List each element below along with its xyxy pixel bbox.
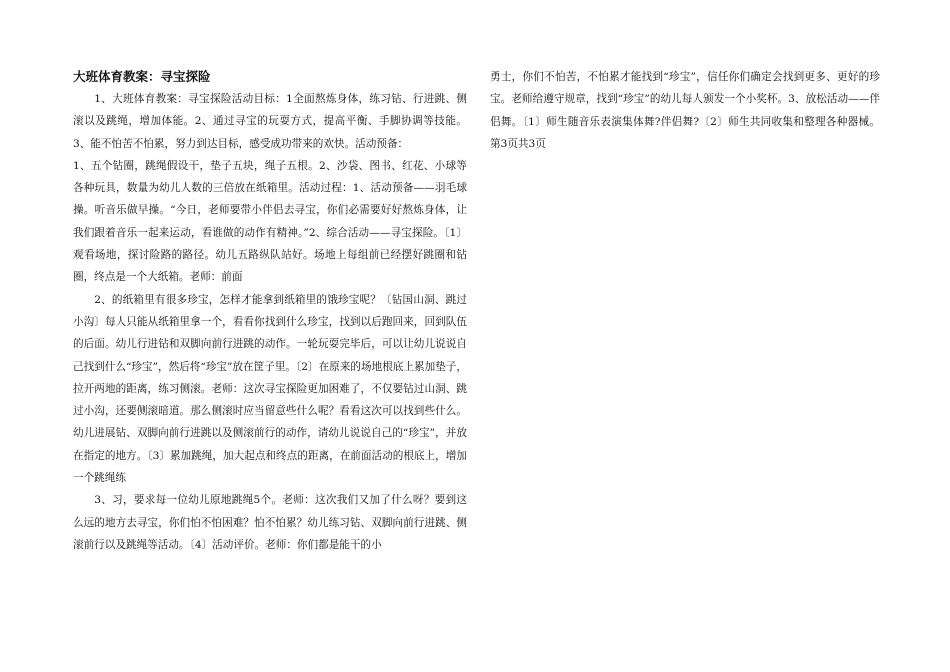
paragraph: 1、五个钻圈，跳绳假设干，垫子五块，绳子五根。2、沙袋、图书、红花、小球等各种玩具，数量为幼儿人数的三倍放在纸箱里。活动过程：1、活动预备——羽毛球操。听音乐做早操。“今日，老师要带小伴侣去寻宝，你们必需要好好熬炼身体，让我们跟着音乐一起来运动，看谁做的动作有精神。”2、综合活动——寻宝探险。〔1〕观看场地，探讨险路的路径。幼儿五路纵队站好。场地上每组前已经摆好跳圈和钻圈，终点是一个大纸箱。老师：前面 [73, 159, 467, 284]
paragraph: 1、大班体育教案：寻宝探险活动目标：1全面熬炼身体，练习钻、行进跳、侧滚以及跳绳，增加体能。2、通过寻宝的玩耍方式，提高平衡、手脚协调等技能。3、能不怕苦不怕累，努力到达目标，感受成功带来的欢快。活动预备： [73, 93, 467, 150]
paragraph: 2、的纸箱里有很多珍宝，怎样才能拿到纸箱里的饿珍宝呢？〔钻国山洞、跳过小沟〕每人只能从纸箱里拿一个，看看你找到什么珍宝，找到以后跑回来，回到队伍的后面。幼儿行进钻和双脚向前行进跳的动作。一轮玩耍完毕后，可以让幼儿说说自己找到什么“珍宝”，然后将“珍宝”放在筐子里。〔2〕在原来的场地根底上累加垫子，拉开两地的距离，练习侧滚。老师：这次寻宝探险更加困难了，不仅要钻过山洞、跳过小沟，还要侧滚暗道。那么侧滚时应当留意些什么呢？看看这次可以找到些什么。幼儿进展钻、双脚向前行进跳以及侧滚前行的动作，请幼儿说说自己的“珍宝”，并放在指定的地方。〔3〕累加跳绳，加大起点和终点的距离，在前面活动的根底上，增加一个跳绳练 [73, 293, 467, 485]
paragraph: 勇士，你们不怕苦，不怕累才能找到“珍宝”，信任你们确定会找到更多、更好的珍宝。老师给遵守规章，找到“珍宝”的幼儿每人颁发一个小奖杯。3、放松活动——伴侣舞。〔1〕师生随音乐表演集体舞?伴侣舞?〔2〕师生共同收集和整理各种器械。第3页共3页 [490, 71, 880, 150]
document-title: 大班体育教案：寻宝探险 [73, 69, 211, 84]
right-column [490, 66, 880, 155]
left-column [73, 66, 467, 556]
paragraph: 3、习，要求每一位幼儿原地跳绳5个。老师：这次我们又加了什么呀？要到这么远的地方去寻宝，你们怕不怕困难？怕不怕累？幼儿练习钻、双脚向前行进跳、侧滚前行以及跳绳等活动。〔4〕活动评价。老师：你们都是能干的小 [73, 494, 467, 551]
